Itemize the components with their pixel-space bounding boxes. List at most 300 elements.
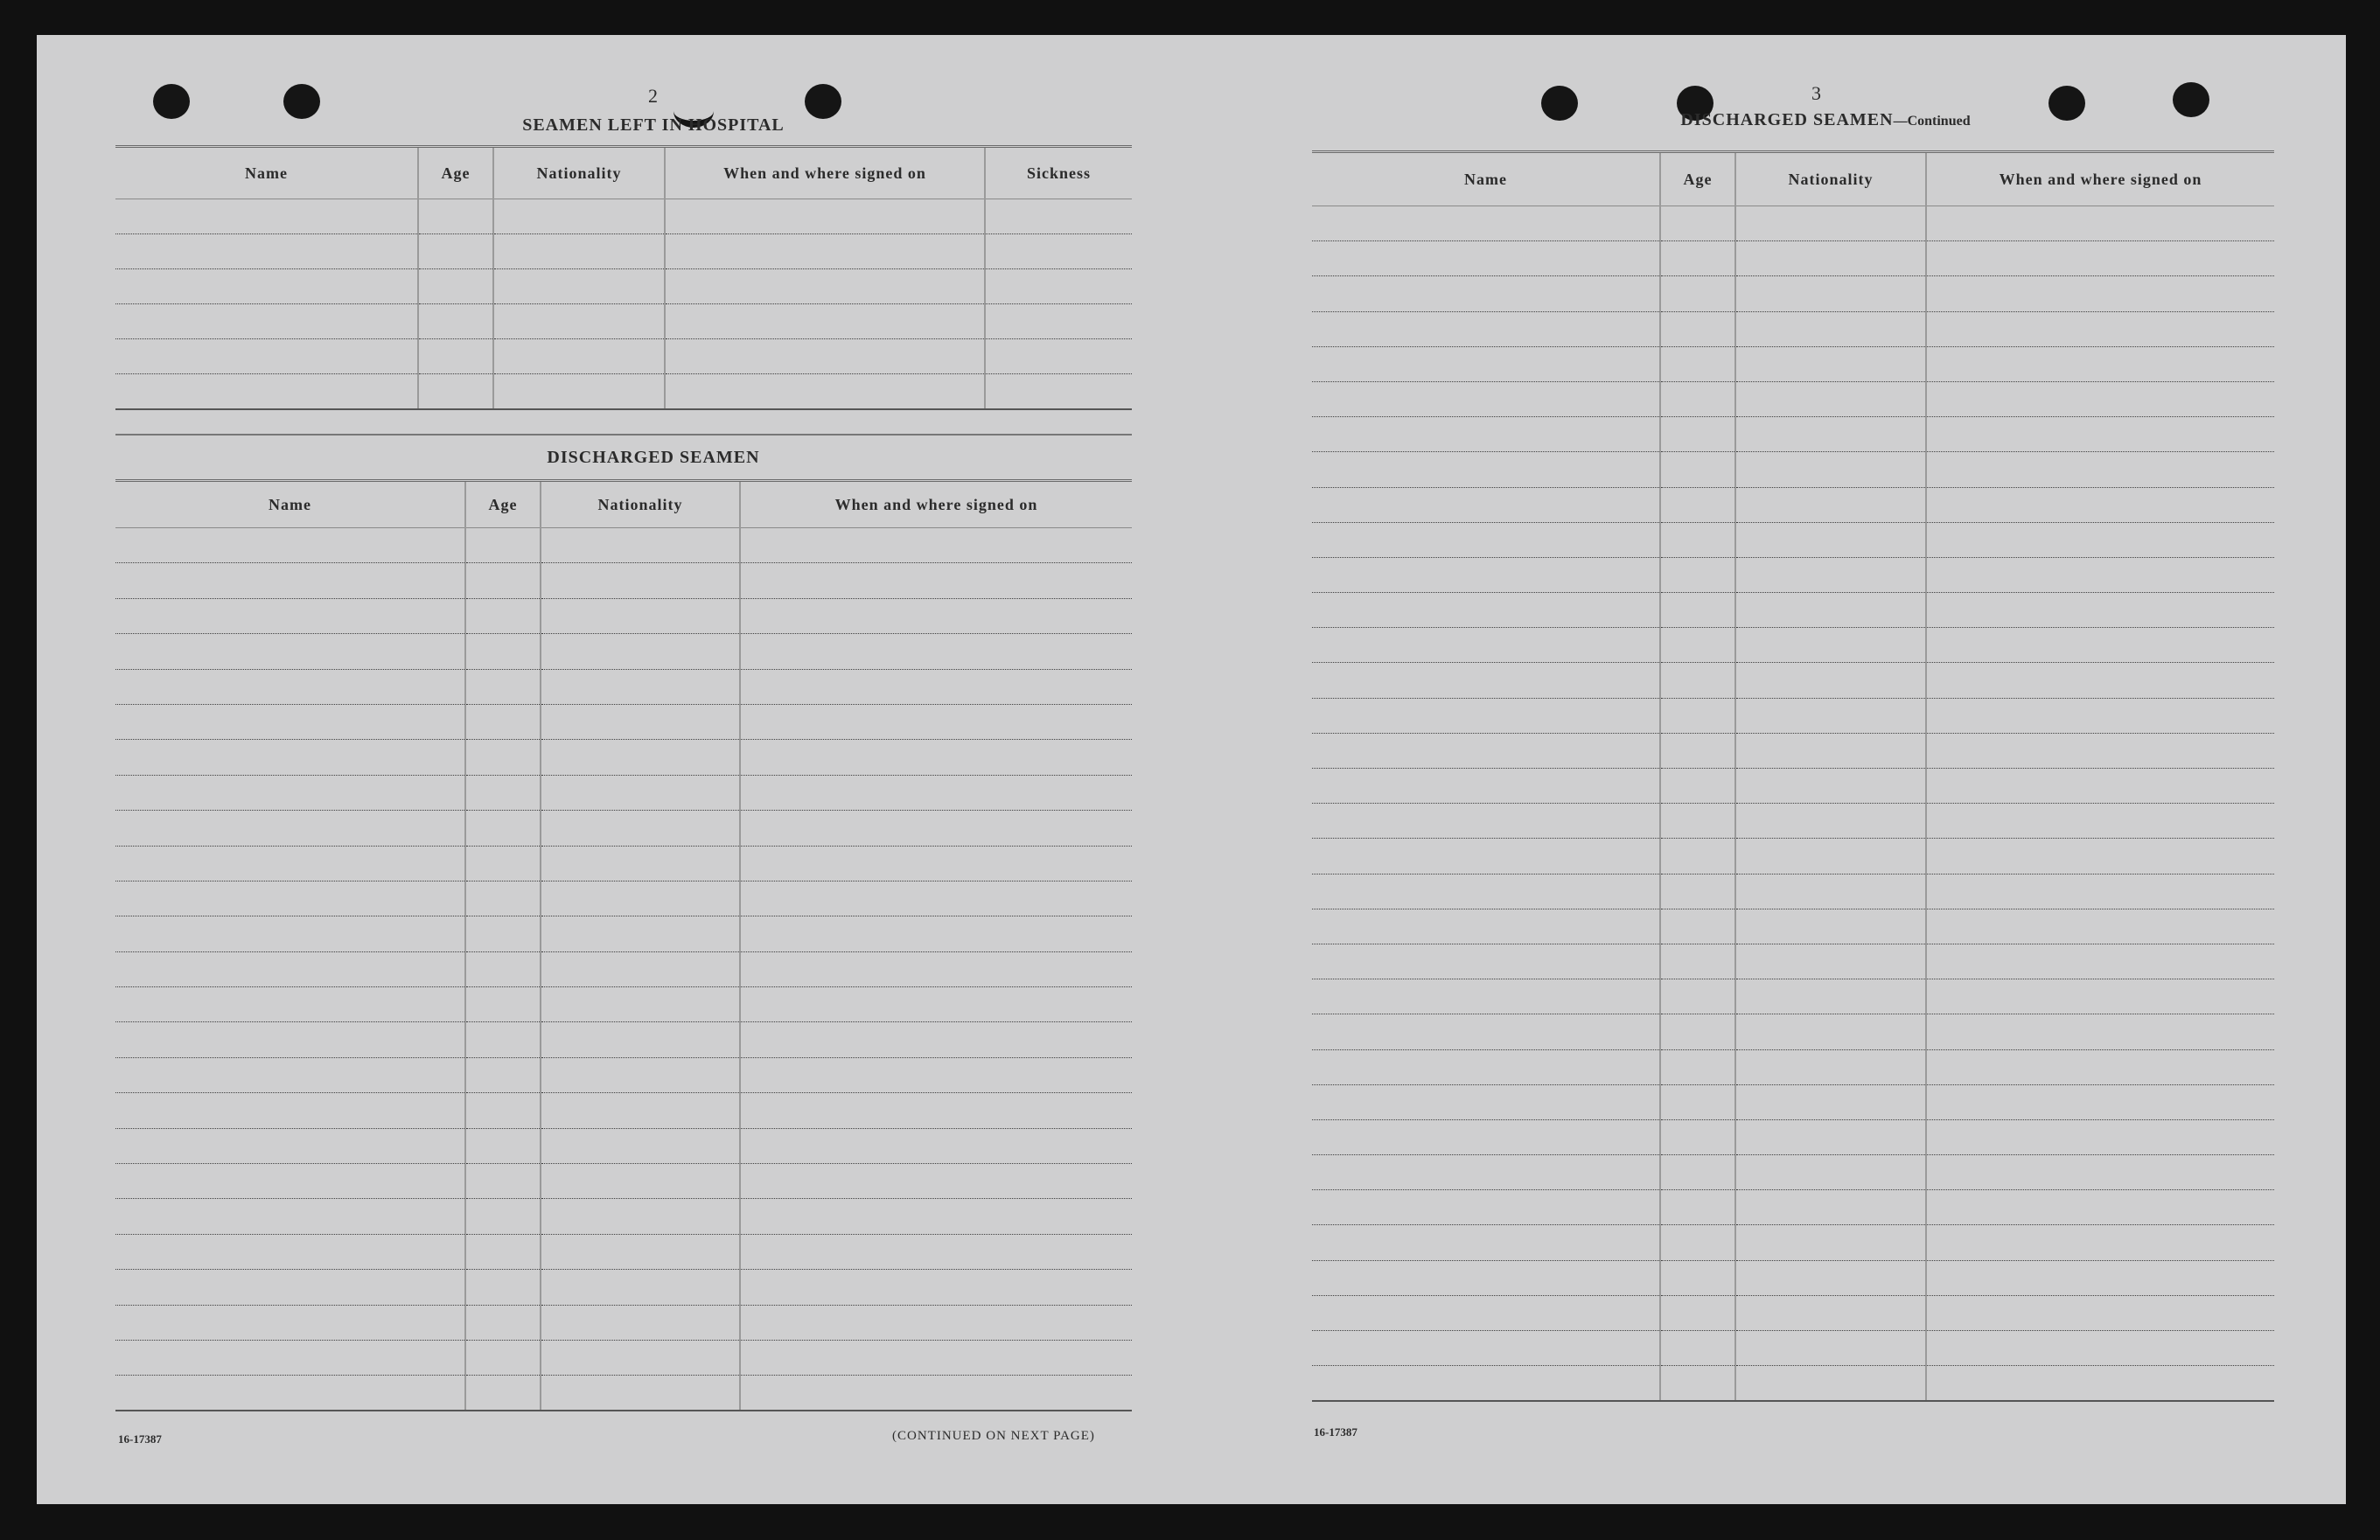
blank-entry-cell[interactable] (465, 634, 541, 669)
table-row (115, 1164, 1132, 1199)
blank-entry-cell[interactable] (1735, 733, 1926, 768)
blank-entry-cell[interactable] (465, 1128, 541, 1163)
blank-entry-cell[interactable] (1660, 1331, 1735, 1366)
blank-entry-cell[interactable] (465, 987, 541, 1022)
blank-entry-cell[interactable] (1735, 1119, 1926, 1154)
blank-entry-cell[interactable] (740, 775, 1132, 810)
blank-entry-cell[interactable] (1312, 839, 1660, 874)
blank-entry-cell[interactable] (1735, 487, 1926, 522)
blank-entry-cell[interactable] (1312, 804, 1660, 839)
blank-entry-cell[interactable] (1735, 839, 1926, 874)
blank-entry-cell[interactable] (541, 951, 740, 986)
blank-entry-cell[interactable] (740, 1164, 1132, 1199)
blank-entry-cell[interactable] (1312, 381, 1660, 416)
blank-entry-cell[interactable] (1312, 1260, 1660, 1295)
blank-entry-cell[interactable] (465, 1199, 541, 1234)
blank-entry-cell[interactable] (541, 598, 740, 633)
blank-entry-cell[interactable] (1926, 839, 2274, 874)
blank-entry-cell[interactable] (1926, 628, 2274, 663)
blank-entry-cell[interactable] (1926, 1049, 2274, 1084)
blank-entry-cell[interactable] (1660, 979, 1735, 1014)
blank-entry-cell[interactable] (541, 1093, 740, 1128)
blank-entry-cell[interactable] (1312, 944, 1660, 979)
blank-entry-cell[interactable] (740, 846, 1132, 881)
blank-entry-cell[interactable] (465, 704, 541, 739)
blank-entry-cell[interactable] (493, 199, 665, 234)
blank-entry-cell[interactable] (418, 304, 493, 339)
blank-entry-cell[interactable] (541, 634, 740, 669)
blank-entry-cell[interactable] (1735, 557, 1926, 592)
blank-entry-cell[interactable] (115, 339, 418, 374)
blank-entry-cell[interactable] (1312, 241, 1660, 276)
table-row (115, 1376, 1132, 1411)
blank-entry-cell[interactable] (115, 269, 418, 304)
document-sheet (37, 35, 2346, 1504)
blank-entry-cell[interactable] (1312, 557, 1660, 592)
blank-entry-cell[interactable] (740, 951, 1132, 986)
blank-entry-cell[interactable] (541, 528, 740, 563)
blank-entry-cell[interactable] (465, 775, 541, 810)
blank-entry-cell[interactable] (1312, 452, 1660, 487)
blank-entry-cell[interactable] (1660, 452, 1735, 487)
blank-entry-cell[interactable] (1312, 487, 1660, 522)
blank-entry-cell[interactable] (1312, 593, 1660, 628)
blank-entry-cell[interactable] (740, 704, 1132, 739)
blank-entry-cell[interactable] (985, 374, 1132, 409)
blank-entry-cell[interactable] (541, 1164, 740, 1199)
blank-entry-cell[interactable] (115, 775, 465, 810)
blank-entry-cell[interactable] (1735, 452, 1926, 487)
blank-entry-cell[interactable] (541, 1128, 740, 1163)
blank-entry-cell[interactable] (1926, 769, 2274, 804)
blank-entry-cell[interactable] (115, 1376, 465, 1411)
blank-entry-cell[interactable] (541, 811, 740, 846)
blank-entry-cell[interactable] (1660, 522, 1735, 557)
blank-entry-cell[interactable] (1660, 241, 1735, 276)
punch-hole (2048, 86, 2085, 121)
column-header: When and where signed on (740, 481, 1132, 528)
blank-entry-cell[interactable] (1312, 663, 1660, 698)
blank-entry-cell[interactable] (1926, 522, 2274, 557)
blank-entry-cell[interactable] (740, 1093, 1132, 1128)
table-row (115, 199, 1132, 234)
blank-entry-cell[interactable] (1735, 1190, 1926, 1225)
blank-entry-cell[interactable] (1735, 1014, 1926, 1049)
blank-entry-cell[interactable] (115, 1128, 465, 1163)
blank-entry-cell[interactable] (465, 669, 541, 704)
blank-entry-cell[interactable] (418, 374, 493, 409)
blank-entry-cell[interactable] (1312, 1084, 1660, 1119)
blank-entry-cell[interactable] (740, 598, 1132, 633)
blank-entry-cell[interactable] (1926, 979, 2274, 1014)
blank-entry-cell[interactable] (541, 669, 740, 704)
blank-entry-cell[interactable] (465, 1234, 541, 1269)
blank-entry-cell[interactable] (465, 846, 541, 881)
blank-entry-cell[interactable] (740, 1305, 1132, 1340)
blank-entry-cell[interactable] (665, 304, 985, 339)
blank-entry-cell[interactable] (115, 740, 465, 775)
blank-entry-cell[interactable] (1735, 698, 1926, 733)
blank-entry-cell[interactable] (1735, 1225, 1926, 1260)
blank-entry-cell[interactable] (1926, 276, 2274, 311)
blank-entry-cell[interactable] (1660, 909, 1735, 944)
blank-entry-cell[interactable] (1735, 909, 1926, 944)
blank-entry-cell[interactable] (740, 1199, 1132, 1234)
blank-entry-cell[interactable] (541, 846, 740, 881)
blank-entry-cell[interactable] (541, 1340, 740, 1375)
table-row (1312, 1331, 2274, 1366)
blank-entry-cell[interactable] (1312, 698, 1660, 733)
blank-entry-cell[interactable] (115, 598, 465, 633)
blank-entry-cell[interactable] (115, 199, 418, 234)
blank-entry-cell[interactable] (1660, 487, 1735, 522)
blank-entry-cell[interactable] (1660, 733, 1735, 768)
blank-entry-cell[interactable] (1735, 628, 1926, 663)
blank-entry-cell[interactable] (1926, 1260, 2274, 1295)
blank-entry-cell[interactable] (115, 669, 465, 704)
blank-entry-cell[interactable] (1312, 769, 1660, 804)
blank-entry-cell[interactable] (1926, 804, 2274, 839)
blank-entry-cell[interactable] (1926, 1331, 2274, 1366)
blank-entry-cell[interactable] (1312, 1155, 1660, 1190)
blank-entry-cell[interactable] (541, 1376, 740, 1411)
blank-entry-cell[interactable] (1735, 381, 1926, 416)
blank-entry-cell[interactable] (1735, 769, 1926, 804)
blank-entry-cell[interactable] (740, 669, 1132, 704)
blank-entry-cell[interactable] (1926, 593, 2274, 628)
blank-entry-cell[interactable] (985, 269, 1132, 304)
blank-entry-cell[interactable] (1735, 804, 1926, 839)
blank-entry-cell[interactable] (115, 1340, 465, 1375)
blank-entry-cell[interactable] (1735, 1331, 1926, 1366)
blank-entry-cell[interactable] (115, 1270, 465, 1305)
blank-entry-cell[interactable] (1660, 1295, 1735, 1330)
blank-entry-cell[interactable] (493, 339, 665, 374)
blank-entry-cell[interactable] (1735, 1155, 1926, 1190)
table-row (1312, 557, 2274, 592)
table-row (115, 1234, 1132, 1269)
blank-entry-cell[interactable] (1660, 557, 1735, 592)
blank-entry-cell[interactable] (418, 234, 493, 269)
blank-entry-cell[interactable] (740, 987, 1132, 1022)
blank-entry-cell[interactable] (115, 1022, 465, 1057)
table-row (1312, 417, 2274, 452)
blank-entry-cell[interactable] (115, 951, 465, 986)
discharged-table (115, 479, 1132, 1411)
column-header: Name (115, 481, 465, 528)
blank-entry-cell[interactable] (1660, 206, 1735, 241)
blank-entry-cell[interactable] (1312, 1014, 1660, 1049)
blank-entry-cell[interactable] (740, 1022, 1132, 1057)
column-header: Age (418, 147, 493, 199)
blank-entry-cell[interactable] (1926, 698, 2274, 733)
blank-entry-cell[interactable] (1660, 1260, 1735, 1295)
blank-entry-cell[interactable] (740, 1340, 1132, 1375)
blank-entry-cell[interactable] (115, 881, 465, 916)
table-row (1312, 804, 2274, 839)
blank-entry-cell[interactable] (493, 269, 665, 304)
blank-entry-cell[interactable] (1735, 417, 1926, 452)
blank-entry-cell[interactable] (740, 740, 1132, 775)
blank-entry-cell[interactable] (1660, 276, 1735, 311)
blank-entry-cell[interactable] (1735, 874, 1926, 909)
table-row (1312, 1366, 2274, 1401)
blank-entry-cell[interactable] (115, 1057, 465, 1092)
blank-entry-cell[interactable] (465, 1164, 541, 1199)
blank-entry-cell[interactable] (465, 598, 541, 633)
blank-entry-cell[interactable] (115, 528, 465, 563)
blank-entry-cell[interactable] (541, 881, 740, 916)
blank-entry-cell[interactable] (465, 1340, 541, 1375)
column-header: Name (1312, 152, 1660, 206)
blank-entry-cell[interactable] (1312, 874, 1660, 909)
blank-entry-cell[interactable] (465, 1376, 541, 1411)
blank-entry-cell[interactable] (1312, 1366, 1660, 1401)
blank-entry-cell[interactable] (115, 846, 465, 881)
blank-entry-cell[interactable] (1735, 1366, 1926, 1401)
blank-entry-cell[interactable] (1735, 1049, 1926, 1084)
blank-entry-cell[interactable] (1312, 1225, 1660, 1260)
table-row (115, 304, 1132, 339)
blank-entry-cell[interactable] (1312, 1295, 1660, 1330)
blank-entry-cell[interactable] (1926, 1155, 2274, 1190)
blank-entry-cell[interactable] (493, 304, 665, 339)
blank-entry-cell[interactable] (1926, 452, 2274, 487)
table-row (115, 704, 1132, 739)
blank-entry-cell[interactable] (1660, 593, 1735, 628)
blank-entry-cell[interactable] (1926, 733, 2274, 768)
blank-entry-cell[interactable] (541, 1022, 740, 1057)
blank-entry-cell[interactable] (541, 563, 740, 598)
blank-entry-cell[interactable] (115, 704, 465, 739)
blank-entry-cell[interactable] (1660, 874, 1735, 909)
blank-entry-cell[interactable] (1312, 206, 1660, 241)
blank-entry-cell[interactable] (740, 634, 1132, 669)
blank-entry-cell[interactable] (1926, 1295, 2274, 1330)
blank-entry-cell[interactable] (1735, 276, 1926, 311)
blank-entry-cell[interactable] (115, 1234, 465, 1269)
blank-entry-cell[interactable] (1660, 417, 1735, 452)
blank-entry-cell[interactable] (665, 269, 985, 304)
blank-entry-cell[interactable] (465, 1093, 541, 1128)
blank-entry-cell[interactable] (985, 199, 1132, 234)
blank-entry-cell[interactable] (465, 1022, 541, 1057)
blank-entry-cell[interactable] (1660, 628, 1735, 663)
blank-entry-cell[interactable] (1312, 522, 1660, 557)
blank-entry-cell[interactable] (541, 1270, 740, 1305)
blank-entry-cell[interactable] (1735, 241, 1926, 276)
blank-entry-cell[interactable] (1312, 909, 1660, 944)
blank-entry-cell[interactable] (541, 1057, 740, 1092)
blank-entry-cell[interactable] (740, 563, 1132, 598)
blank-entry-cell[interactable] (1660, 1155, 1735, 1190)
blank-entry-cell[interactable] (1735, 311, 1926, 346)
blank-entry-cell[interactable] (1660, 944, 1735, 979)
blank-entry-cell[interactable] (1926, 346, 2274, 381)
blank-entry-cell[interactable] (1735, 979, 1926, 1014)
blank-entry-cell[interactable] (1660, 381, 1735, 416)
table-row (1312, 733, 2274, 768)
blank-entry-cell[interactable] (1312, 1049, 1660, 1084)
table-row (115, 634, 1132, 669)
blank-entry-cell[interactable] (493, 374, 665, 409)
blank-entry-cell[interactable] (1926, 944, 2274, 979)
blank-entry-cell[interactable] (493, 234, 665, 269)
blank-entry-cell[interactable] (1312, 1119, 1660, 1154)
blank-entry-cell[interactable] (740, 1057, 1132, 1092)
blank-entry-cell[interactable] (1926, 487, 2274, 522)
blank-entry-cell[interactable] (1660, 839, 1735, 874)
blank-entry-cell[interactable] (1926, 206, 2274, 241)
blank-entry-cell[interactable] (115, 1305, 465, 1340)
blank-entry-cell[interactable] (665, 339, 985, 374)
blank-entry-cell[interactable] (1735, 346, 1926, 381)
blank-entry-cell[interactable] (541, 1234, 740, 1269)
blank-entry-cell[interactable] (1660, 1225, 1735, 1260)
table-row (115, 1022, 1132, 1057)
blank-entry-cell[interactable] (115, 374, 418, 409)
blank-entry-cell[interactable] (1312, 1331, 1660, 1366)
blank-entry-cell[interactable] (1735, 944, 1926, 979)
blank-entry-cell[interactable] (1735, 206, 1926, 241)
form-code: 16-17387 (118, 1432, 162, 1446)
table-row (115, 1270, 1132, 1305)
blank-entry-cell[interactable] (465, 740, 541, 775)
blank-entry-cell[interactable] (665, 199, 985, 234)
blank-entry-cell[interactable] (465, 1305, 541, 1340)
blank-entry-cell[interactable] (115, 1199, 465, 1234)
blank-entry-cell[interactable] (1926, 241, 2274, 276)
table-row (115, 234, 1132, 269)
blank-entry-cell[interactable] (1660, 1190, 1735, 1225)
blank-entry-cell[interactable] (1735, 522, 1926, 557)
blank-entry-cell[interactable] (1926, 1014, 2274, 1049)
blank-entry-cell[interactable] (1735, 593, 1926, 628)
table-row (115, 951, 1132, 986)
blank-entry-cell[interactable] (1312, 733, 1660, 768)
blank-entry-cell[interactable] (1312, 979, 1660, 1014)
blank-entry-cell[interactable] (1660, 663, 1735, 698)
blank-entry-cell[interactable] (1660, 1366, 1735, 1401)
blank-entry-cell[interactable] (1926, 311, 2274, 346)
blank-entry-cell[interactable] (740, 1270, 1132, 1305)
blank-entry-cell[interactable] (1312, 311, 1660, 346)
blank-entry-cell[interactable] (1926, 1225, 2274, 1260)
column-header: When and where signed on (1926, 152, 2274, 206)
blank-entry-cell[interactable] (740, 1376, 1132, 1411)
blank-entry-cell[interactable] (740, 528, 1132, 563)
blank-entry-cell[interactable] (1660, 1119, 1735, 1154)
table-row (1312, 874, 2274, 909)
blank-entry-cell[interactable] (115, 987, 465, 1022)
blank-entry-cell[interactable] (1926, 381, 2274, 416)
table-row (1312, 839, 2274, 874)
blank-entry-cell[interactable] (115, 563, 465, 598)
blank-entry-cell[interactable] (1926, 909, 2274, 944)
blank-entry-cell[interactable] (465, 951, 541, 986)
blank-entry-cell[interactable] (1660, 804, 1735, 839)
blank-entry-cell[interactable] (541, 1199, 740, 1234)
blank-entry-cell[interactable] (115, 1164, 465, 1199)
blank-entry-cell[interactable] (541, 916, 740, 951)
blank-entry-cell[interactable] (1735, 1084, 1926, 1119)
blank-entry-cell[interactable] (740, 916, 1132, 951)
blank-entry-cell[interactable] (465, 1057, 541, 1092)
blank-entry-cell[interactable] (985, 234, 1132, 269)
table-row (115, 775, 1132, 810)
blank-entry-cell[interactable] (1660, 346, 1735, 381)
blank-entry-cell[interactable] (1735, 1260, 1926, 1295)
blank-entry-cell[interactable] (465, 563, 541, 598)
blank-entry-cell[interactable] (418, 339, 493, 374)
blank-entry-cell[interactable] (1312, 346, 1660, 381)
blank-entry-cell[interactable] (1660, 1014, 1735, 1049)
column-header: Age (465, 481, 541, 528)
blank-entry-cell[interactable] (1312, 276, 1660, 311)
blank-entry-cell[interactable] (740, 1234, 1132, 1269)
blank-entry-cell[interactable] (1926, 1119, 2274, 1154)
blank-entry-cell[interactable] (465, 1270, 541, 1305)
blank-entry-cell[interactable] (1660, 1084, 1735, 1119)
blank-entry-cell[interactable] (115, 634, 465, 669)
blank-entry-cell[interactable] (541, 775, 740, 810)
blank-entry-cell[interactable] (985, 304, 1132, 339)
blank-entry-cell[interactable] (985, 339, 1132, 374)
blank-entry-cell[interactable] (115, 234, 418, 269)
blank-entry-cell[interactable] (418, 199, 493, 234)
blank-entry-cell[interactable] (541, 1305, 740, 1340)
blank-entry-cell[interactable] (541, 987, 740, 1022)
blank-entry-cell[interactable] (115, 811, 465, 846)
blank-entry-cell[interactable] (1735, 663, 1926, 698)
blank-entry-cell[interactable] (1312, 1190, 1660, 1225)
blank-entry-cell[interactable] (418, 269, 493, 304)
blank-entry-cell[interactable] (465, 881, 541, 916)
blank-entry-cell[interactable] (1926, 1190, 2274, 1225)
blank-entry-cell[interactable] (1926, 1084, 2274, 1119)
blank-entry-cell[interactable] (1735, 1295, 1926, 1330)
blank-entry-cell[interactable] (465, 811, 541, 846)
table-row (115, 563, 1132, 598)
blank-entry-cell[interactable] (115, 1093, 465, 1128)
table-row (1312, 1084, 2274, 1119)
blank-entry-cell[interactable] (665, 374, 985, 409)
blank-entry-cell[interactable] (1312, 417, 1660, 452)
blank-entry-cell[interactable] (1660, 769, 1735, 804)
blank-entry-cell[interactable] (740, 811, 1132, 846)
blank-entry-cell[interactable] (740, 881, 1132, 916)
blank-entry-cell[interactable] (541, 740, 740, 775)
blank-entry-cell[interactable] (1926, 1366, 2274, 1401)
blank-entry-cell[interactable] (1926, 663, 2274, 698)
blank-entry-cell[interactable] (1660, 1049, 1735, 1084)
blank-entry-cell[interactable] (1660, 698, 1735, 733)
blank-entry-cell[interactable] (1926, 557, 2274, 592)
blank-entry-cell[interactable] (465, 528, 541, 563)
blank-entry-cell[interactable] (1312, 628, 1660, 663)
blank-entry-cell[interactable] (541, 704, 740, 739)
table-row (1312, 1155, 2274, 1190)
blank-entry-cell[interactable] (740, 1128, 1132, 1163)
blank-entry-cell[interactable] (1926, 417, 2274, 452)
blank-entry-cell[interactable] (1660, 311, 1735, 346)
page-number: 3 (1811, 82, 1822, 104)
blank-entry-cell[interactable] (1926, 874, 2274, 909)
blank-entry-cell[interactable] (465, 916, 541, 951)
blank-entry-cell[interactable] (115, 304, 418, 339)
blank-entry-cell[interactable] (665, 234, 985, 269)
blank-entry-cell[interactable] (115, 916, 465, 951)
